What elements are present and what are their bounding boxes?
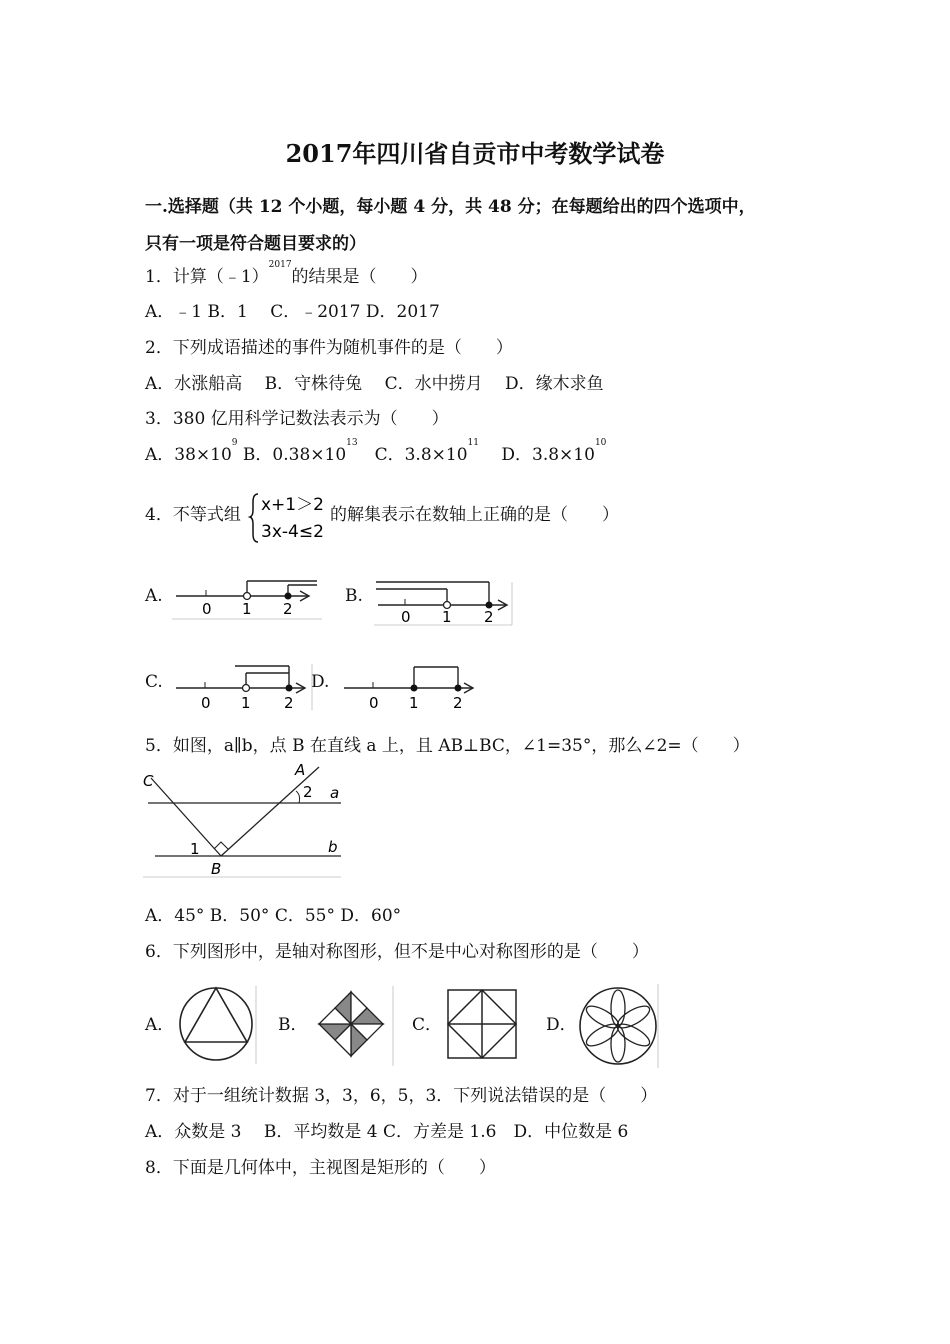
open-dot	[243, 685, 250, 692]
angle-1-label: 1	[190, 840, 200, 858]
line-ba	[221, 767, 319, 856]
q4-label-d: D.	[311, 672, 330, 692]
q3-options	[145, 440, 606, 465]
q4-inequality-system	[250, 490, 332, 546]
tick-label-1: 1	[409, 694, 419, 712]
closed-dot	[285, 593, 292, 600]
number-line-b	[374, 578, 514, 626]
tick-label-1: 1	[242, 600, 252, 618]
question-7: 7．对于一组统计数据 3，3，6，5，3．下列说法错误的是（ ）	[145, 1086, 658, 1106]
q6-shape-d	[576, 984, 662, 1070]
q6-label-b: B．	[278, 1015, 308, 1035]
q6-shape-c	[442, 986, 526, 1066]
number-line-d	[340, 662, 485, 712]
closed-dot	[411, 685, 418, 692]
line-b-label: b	[328, 838, 338, 856]
section-heading-line2: 只有一项是符合题目要求的）	[145, 234, 366, 254]
closed-dot	[286, 685, 293, 692]
q5-options: A．45° B．50° C．55° D．60°	[145, 906, 402, 926]
question-1	[145, 262, 428, 287]
q1-exponent: 2017	[268, 260, 292, 270]
question-6: 6．下列图形中，是轴对称图形，但不是中心对称图形的是（ ）	[145, 942, 649, 962]
pinwheel-icon	[319, 992, 383, 1056]
q4-stem-b: 的解集表示在数轴上正确的是（ ）	[330, 505, 619, 525]
q4-system-line2: 3x-4≤2	[261, 522, 324, 542]
number-line-a	[172, 578, 322, 620]
tick-label-1: 1	[241, 694, 251, 712]
tick-label-0: 0	[202, 600, 212, 618]
tick-label-2: 2	[283, 600, 293, 618]
q6-label-c: C．	[412, 1015, 443, 1035]
question-5: 5．如图，a∥b，点 B 在直线 a 上，且 AB⊥BC，∠1=35°，那么∠2=（ ）	[145, 736, 750, 756]
q1-stem-a: 1．计算（﹣1）	[145, 267, 269, 287]
closed-dot	[455, 685, 462, 692]
square-diamond-icon	[448, 990, 516, 1058]
q1-stem-b: 的结果是（ ）	[291, 267, 428, 287]
open-dot	[244, 593, 251, 600]
angle-2-label: 2	[303, 783, 313, 801]
q3-exp-a: 9	[231, 438, 238, 448]
circle-icon	[180, 988, 252, 1060]
q4-label-c: C.	[145, 672, 163, 692]
question-2: 2．下列成语描述的事件为随机事件的是（ ）	[145, 338, 513, 358]
number-line-c	[172, 662, 317, 712]
line-bc	[151, 778, 221, 856]
point-b-label: B	[211, 860, 222, 878]
point-a-label: A	[295, 761, 306, 779]
q7-options: A．众数是 3 B．平均数是 4 C．方差是 1.6 D．中位数是 6	[145, 1122, 629, 1142]
q4-label-b: B.	[345, 586, 363, 606]
brace-icon	[250, 494, 258, 542]
tick-label-0: 0	[401, 608, 411, 626]
question-3: 3．380 亿用科学记数法表示为（ ）	[145, 409, 449, 429]
q3-exp-b: 13	[346, 438, 358, 448]
q4-label-a: A.	[145, 586, 163, 606]
q4-stem-a: 4．不等式组	[145, 505, 241, 525]
q3-exp-d: 10	[594, 438, 607, 448]
q3-option-c: C．3.8×10	[357, 445, 468, 465]
q3-option-b: B．0.38×10	[237, 445, 347, 465]
tick-label-0: 0	[369, 694, 379, 712]
q1-options: A．﹣1 B．1 C．﹣2017 D．2017	[145, 302, 440, 322]
tick-label-2: 2	[484, 608, 494, 626]
flower-icon	[583, 990, 652, 1062]
q5-parallel-lines-figure	[143, 762, 343, 878]
q6-label-a: A．	[145, 1015, 175, 1035]
q3-option-d: D．3.8×10	[478, 445, 595, 465]
tick-label-2: 2	[284, 694, 294, 712]
q3-exp-c: 11	[467, 438, 479, 448]
tick-label-2: 2	[453, 694, 463, 712]
q3-option-a: A．38×10	[145, 445, 232, 465]
tick-label-0: 0	[201, 694, 211, 712]
point-c-label: C	[143, 772, 154, 790]
q6-shape-b	[309, 986, 397, 1068]
q6-label-d: D．	[546, 1015, 577, 1035]
page-title: 2017年四川省自贡市中考数学试卷	[285, 139, 665, 168]
question-8: 8．下面是几何体中，主视图是矩形的（ ）	[145, 1158, 496, 1178]
tick-label-1: 1	[442, 608, 452, 626]
q2-options: A．水涨船高 B．守株待兔 C．水中捞月 D．缘木求鱼	[145, 374, 604, 394]
q6-shape-a	[174, 986, 260, 1066]
line-a-label: a	[330, 784, 340, 802]
q4-system-line1: x+1＞2	[261, 495, 324, 515]
right-angle-mark	[214, 842, 228, 849]
section-heading-line1: 一.选择题（共 12 个小题，每小题 4 分，共 48 分；在每题给出的四个选项中，	[145, 197, 756, 217]
